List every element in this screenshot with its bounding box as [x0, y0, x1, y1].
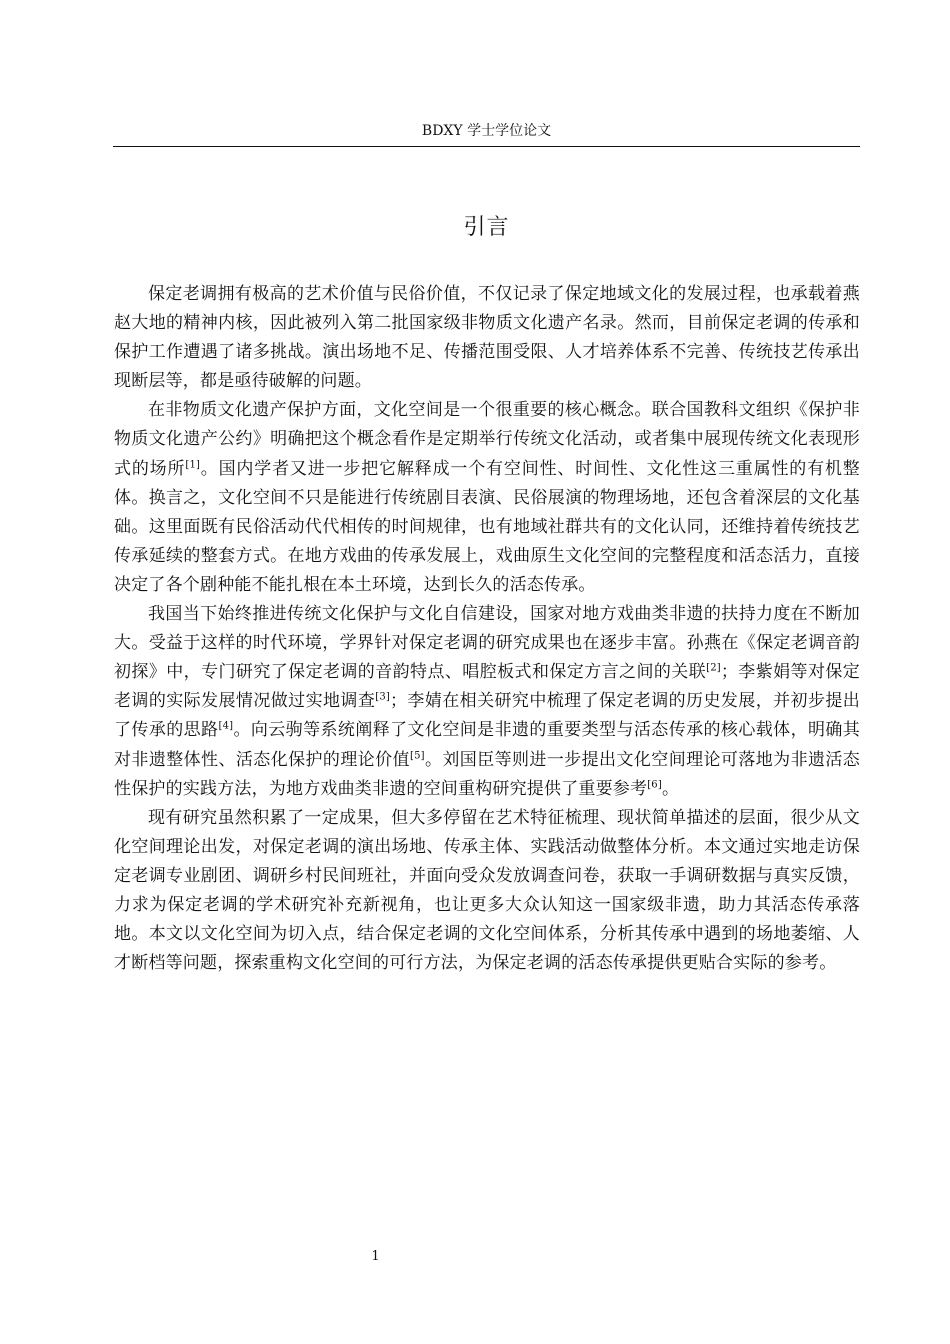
running-header: BDXY 学士学位论文: [421, 123, 552, 139]
paragraph-text: 。: [661, 778, 680, 799]
citation-marker: [5]: [409, 749, 425, 761]
paragraph-text: ；李婧在相关研究中梳理了保定老调的历史发展，并初步提出了传承的思路: [114, 691, 860, 741]
paragraph-text: ；李紫娟等对保定老调的实际发展情况做过实地调查: [114, 662, 860, 712]
citation-marker: [2]: [706, 662, 721, 674]
paragraph-text: 。向云驹等系统阐释了文化空间是非遗的重要类型与活态传承的核心载体，明确其对非遗整体性、活态化保护的理论价值: [114, 720, 860, 770]
paragraph-text: 在非物质文化遗产保护方面，文化空间是一个很重要的核心概念。联合国教科文组织《保护非物质文化遗产公约》明确把这个概念看作是定期举行传统文化活动，或者集中展现传统文化表现形式的场所: [114, 400, 860, 479]
paragraph: [114, 396, 860, 600]
citation-marker: [1]: [185, 458, 201, 470]
paragraph-text: 保定老调拥有极高的艺术价值与民俗价值，不仅记录了保定地域文化的发展过程，也承载着燕赵大地的精神内核，因此被列入第二批国家级非物质文化遗产名录。然而，目前保定老调的传承和保护工作遭遇了诸多挑战。演出场地不足、传播范围受限、人才培养体系不完善、传统技艺传承出现断层等，都是亟待破解的问题。: [114, 284, 860, 392]
citation-marker: [6]: [647, 778, 662, 790]
page-number: 1: [371, 1249, 380, 1264]
section-title: 引言: [463, 215, 510, 240]
paragraph-text: 现有研究虽然积累了一定成果，但大多停留在艺术特征梳理、现状简单描述的层面，很少从文化空间理论出发，对保定老调的演出场地、传承主体、实践活动做整体分析。本文通过实地走访保定老调专业剧团、调研乡村民间班社，并面向受众发放调查问卷，获取一手调研数据与真实反馈，力求为保定老调的学术研究补充新视角，也让更多大众认知这一国家级非遗，助力其活态传承落地。本文以文化空间为切入点，结合保定老调的文化空间体系，分析其传承中遇到的场地萎缩、人才断档等问题，探索重构文化空间的可行方法，为保定老调的活态传承提供更贴合实际的参考。: [114, 807, 860, 974]
paragraph: [114, 600, 860, 804]
body-text: [114, 280, 860, 978]
paragraph: [114, 280, 860, 396]
paragraph: [114, 804, 860, 979]
header-divider: [113, 146, 860, 147]
citation-marker: [3]: [375, 691, 390, 703]
paragraph-text: 。国内学者又进一步把它解释成一个有空间性、时间性、文化性这三重属性的有机整体。换言之，文化空间不只是能进行传统剧目表演、民俗展演的物理场地，还包含着深层的文化基础。这里面既有民俗活动代代相传的时间规律，也有地域社群共有的文化认同，还维持着传统技艺传承延续的整套方式。在地方戏曲的传承发展上，戏曲原生文化空间的完整程度和活态活力，直接决定了各个剧种能不能扎根在本土环境，达到长久的活态传承。: [114, 458, 860, 595]
paragraph-text: 我国当下始终推进传统文化保护与文化自信建设，国家对地方戏曲类非遗的扶持力度在不断加大。受益于这样的时代环境，学界针对保定老调的研究成果也在逐步丰富。孙燕在《保定老调音韵初探》中，专门研究了保定老调的音韵特点、唱腔板式和保定方言之间的关联: [114, 604, 860, 683]
citation-marker: [4]: [218, 720, 234, 732]
paragraph-text: 。刘国臣等则进一步提出文化空间理论可落地为非遗活态性保护的实践方法，为地方戏曲类非遗的空间重构研究提供了重要参考: [114, 749, 861, 799]
